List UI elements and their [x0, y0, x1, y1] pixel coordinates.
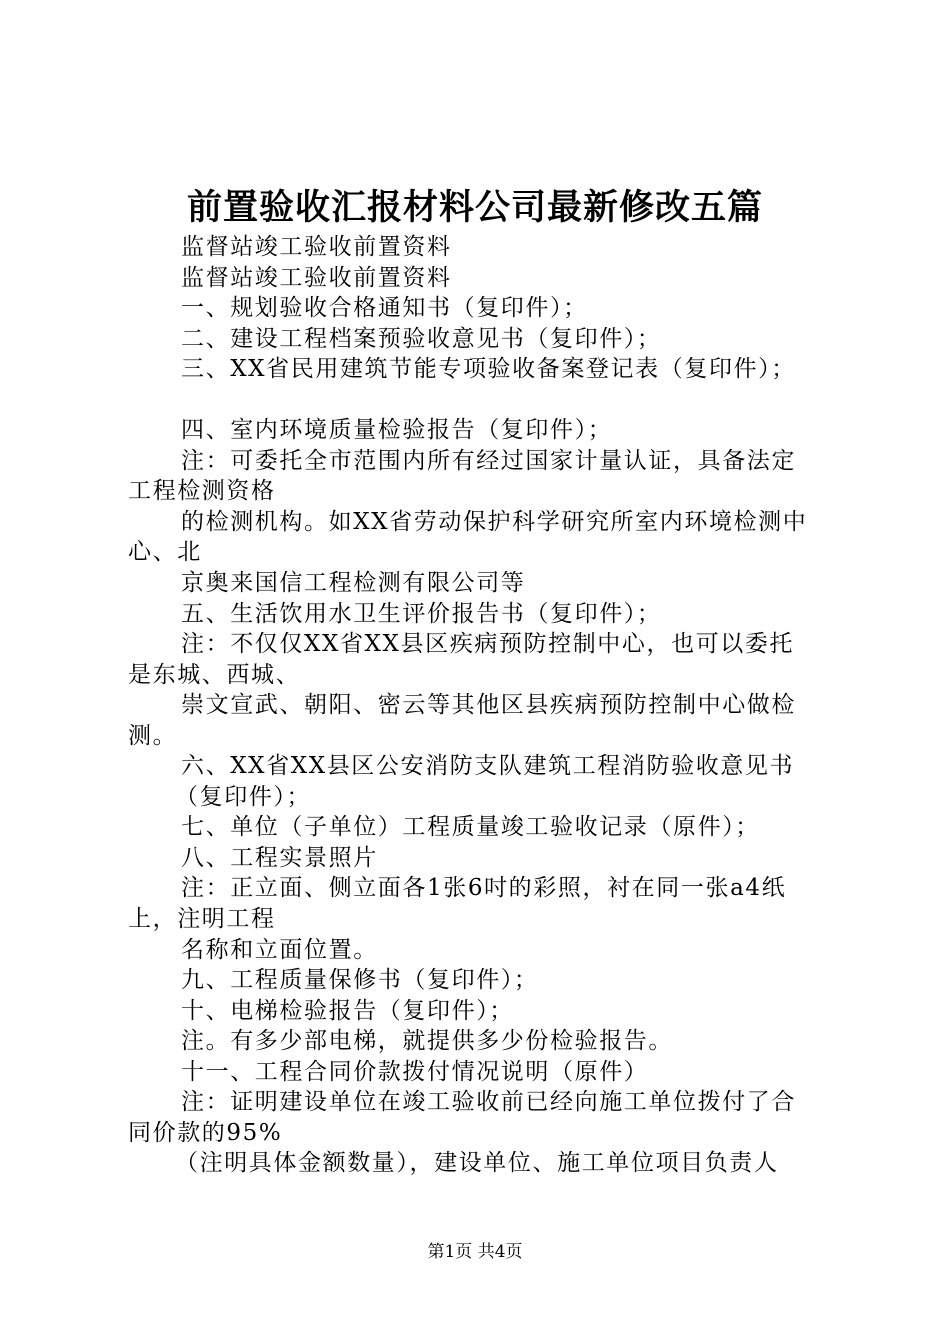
body-line: 监督站竣工验收前置资料: [181, 264, 452, 291]
body-line: 工程检测资格: [128, 478, 276, 505]
body-line: 十一、工程合同价款拨付情况说明（原件）: [181, 1058, 649, 1085]
body-line: 二、建设工程档案预验收意见书（复印件）；: [181, 325, 662, 352]
body-line: （注明具体金额数量），建设单位、施工单位项目负责人: [175, 1150, 779, 1177]
body-line: 监督站竣工验收前置资料: [181, 234, 452, 260]
body-line: 心、北: [128, 539, 202, 566]
body-line: 六、XX省XX县区公安消防支队建筑工程消防验收意见书: [181, 753, 795, 780]
body-line: 的检测机构。如XX省劳动保护科学研究所室内环境检测中: [181, 508, 808, 535]
body-line: 京奥来国信工程检测有限公司等: [181, 570, 526, 597]
body-line: 九、工程质量保修书（复印件）；: [181, 967, 539, 994]
body-line: 同价款的95%: [128, 1119, 283, 1146]
body-line: 上，注明工程: [128, 906, 276, 933]
body-line: 七、单位（子单位）工程质量竣工验收记录（原件）；: [181, 814, 760, 841]
document-body: [128, 232, 840, 1179]
body-line: 十、电梯检验报告（复印件）；: [181, 997, 514, 1024]
body-line: （复印件）；: [175, 783, 312, 810]
blank-line: [128, 385, 840, 416]
body-line: 测。: [128, 722, 178, 749]
body-line: 注：可委托全市范围内所有经过国家计量认证，具备法定: [181, 447, 796, 474]
body-line: 注：证明建设单位在竣工验收前已经向施工单位拨付了合: [181, 1089, 796, 1116]
body-line: 三、XX省民用建筑节能专项验收备案登记表（复印件）；: [181, 356, 796, 383]
body-line: 是东城、西城、: [128, 661, 301, 688]
body-line: 注：不仅仅XX省XX县区疾病预防控制中心，也可以委托: [181, 631, 795, 658]
body-line: 崇文宣武、朝阳、密云等其他区县疾病预防控制中心做检: [181, 692, 796, 719]
body-line: 八、工程实景照片: [181, 844, 378, 871]
body-line: 一、规划验收合格通知书（复印件）；: [181, 295, 588, 322]
body-line: 五、生活饮用水卫生评价报告书（复印件）；: [181, 600, 662, 627]
body-line: 名称和立面位置。: [181, 936, 378, 963]
body-line: 四、室内环境质量检验报告（复印件）；: [181, 417, 613, 444]
body-line: 注。有多少部电梯，就提供多少份检验报告。: [181, 1028, 673, 1055]
page-footer: 第1页 共4页: [427, 1242, 523, 1262]
document-title: 前置验收汇报材料公司最新修改五篇: [186, 187, 763, 228]
body-line: 注：正立面、侧立面各1张6吋的彩照，衬在同一张a4纸: [181, 875, 787, 902]
